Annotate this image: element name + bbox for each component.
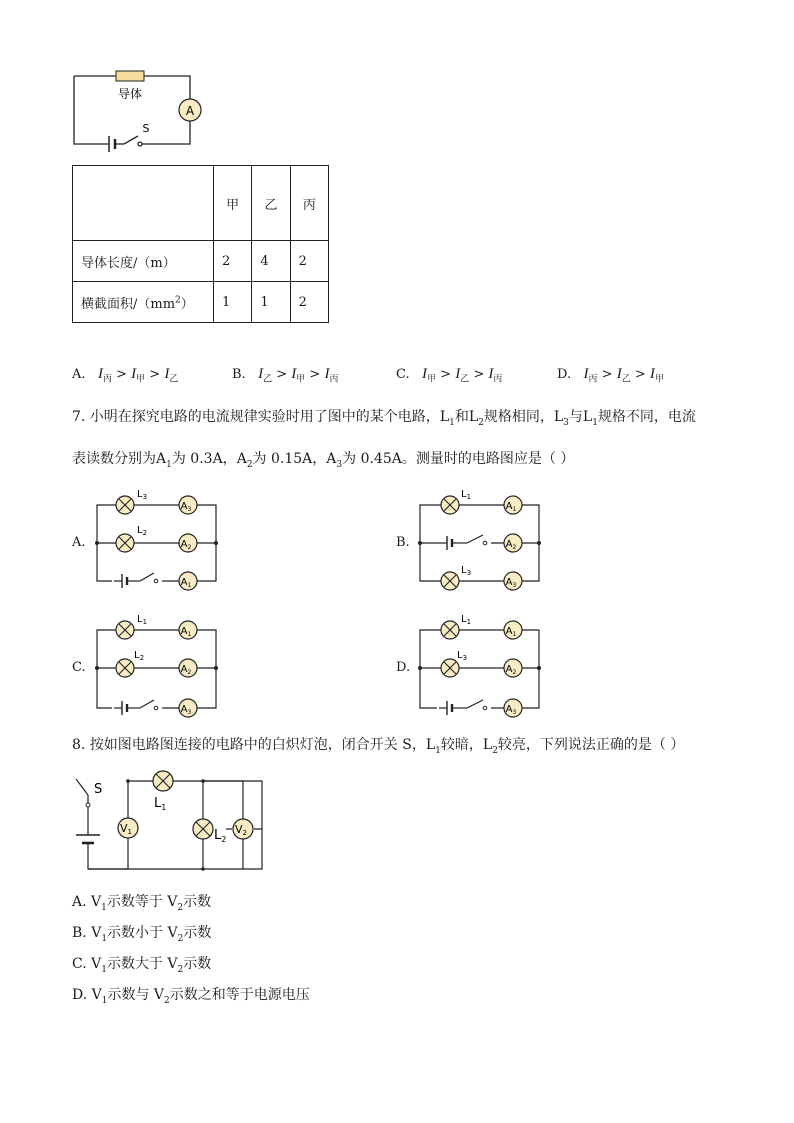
svg-text:A1: $A_1$	[505, 626, 517, 638]
conductor-label: 导体	[117, 87, 143, 101]
q6-option-b[interactable]: B. $I_乙 > I_甲 > I_丙$	[232, 366, 339, 385]
q6-option-d[interactable]: D. $I_丙 > I_乙 > I_甲$	[557, 366, 664, 385]
ammeter-icon	[504, 699, 522, 717]
q8-choice-a[interactable]: A. $V_1$示数等于 $V_2$示数	[72, 894, 212, 913]
q7-option-d[interactable]: D.	[396, 660, 411, 675]
switch-label: S	[94, 782, 103, 797]
q7-stem-line2: 表读数分别为$A_1$为 0.3A，$A_2$为 0.15A，$A_3$为 0.45A。测量时的电路图应是（ ）	[72, 451, 575, 470]
table-row	[73, 241, 329, 282]
lamp-icon	[116, 534, 134, 552]
svg-text:A2: $A_2$	[505, 539, 517, 551]
lamp-icon	[116, 659, 134, 677]
voltmeter-icon	[233, 819, 253, 839]
q7-circuit-d	[415, 610, 545, 725]
svg-text:L3: $L_3$	[461, 565, 472, 577]
svg-text:A1: $A_1$	[180, 626, 192, 638]
q8-stem: 8. 按如图电路图连接的电路中的白炽灯泡，闭合开关 S，$L_1$较暗，$L_2$较亮，下列说法正确的是（ ）	[72, 737, 685, 756]
svg-text:A1: $A_1$	[505, 501, 517, 513]
table-header-cell: 乙	[252, 166, 290, 241]
table-cell: 4	[252, 241, 290, 282]
ammeter-icon	[504, 496, 522, 514]
conductor-resistor	[116, 71, 144, 81]
svg-text:V1: V1	[120, 822, 132, 836]
q8-choice-d[interactable]: D. $V_1$示数与 $V_2$示数之和等于电源电压	[72, 987, 310, 1006]
ammeter-icon	[179, 659, 197, 677]
lamp-icon	[441, 572, 459, 590]
lamp-icon	[193, 819, 213, 839]
q6-option-a[interactable]: A. $I_丙 > I_甲 > I_乙$	[72, 366, 179, 385]
svg-text:A3: $A_3$	[505, 704, 517, 716]
svg-text:A2: $A_2$	[180, 664, 192, 676]
lamp-icon	[153, 771, 173, 791]
table-cell: 1	[214, 282, 252, 323]
svg-text:L2: $L_2$	[137, 525, 148, 537]
svg-text:V2: V2	[235, 823, 247, 837]
table-cell: 1	[252, 282, 290, 323]
q7-option-b[interactable]: B.	[396, 535, 410, 550]
q8-choice-b[interactable]: B. $V_1$示数小于 $V_2$示数	[72, 925, 212, 944]
q8-circuit-figure	[66, 765, 276, 877]
ammeter-icon	[179, 534, 197, 552]
svg-text:L2: $L_2$	[134, 650, 145, 662]
ammeter-icon	[504, 659, 522, 677]
ammeter-icon	[179, 699, 197, 717]
table-header-row	[73, 166, 329, 241]
table-cell: 2	[214, 241, 252, 282]
table-header-cell: 丙	[290, 166, 328, 241]
svg-text:A3: $A_3$	[180, 704, 192, 716]
svg-text:L3: $L_3$	[457, 650, 468, 662]
lamp-icon	[441, 659, 459, 677]
conductor-circuit-figure	[64, 64, 204, 159]
q6-option-c[interactable]: C. $I_甲 > I_乙 > I_丙$	[396, 366, 503, 385]
ammeter-icon	[504, 572, 522, 590]
lamp-icon	[116, 621, 134, 639]
ammeter-icon	[504, 621, 522, 639]
table-row-label: 横截面积$/(mm^2)$	[73, 282, 214, 323]
svg-text:A2: $A_2$	[180, 539, 192, 551]
q7-circuit-a	[92, 485, 222, 600]
table-row	[73, 282, 329, 323]
table-header-cell	[73, 166, 214, 241]
lamp-icon	[116, 496, 134, 514]
q7-circuit-c	[92, 610, 222, 725]
svg-text:L1: $L_1$	[137, 614, 148, 626]
ammeter-label: A	[185, 104, 195, 118]
svg-text:L2: $L_2$	[214, 828, 227, 844]
q7-option-c[interactable]: C.	[72, 660, 86, 675]
svg-text:L1: $L_1$	[154, 796, 167, 812]
table-row-label: 导体长度/（m）	[73, 241, 214, 282]
svg-text:L1: $L_1$	[461, 489, 472, 501]
svg-text:L1: $L_1$	[461, 614, 472, 626]
table-cell: 2	[290, 241, 328, 282]
lamp-icon	[441, 496, 459, 514]
lamp-icon	[441, 621, 459, 639]
table-cell: 2	[290, 282, 328, 323]
ammeter-icon	[179, 621, 197, 639]
svg-text:A3: $A_3$	[180, 501, 192, 513]
q7-circuit-b	[415, 485, 545, 600]
svg-text:A3: $A_3$	[505, 577, 517, 589]
q7-stem-line1: 7. 小明在探究电路的电流规律实验时用了图中的某个电路，$L_1$和$L_2$规格相同，$L_3$与$L_1$规格不同，电流	[72, 409, 696, 428]
table-header-cell: 甲	[214, 166, 252, 241]
switch-label: S	[142, 122, 150, 135]
ammeter-icon	[179, 572, 197, 590]
conductor-data-table	[72, 165, 329, 323]
svg-text:A2: $A_2$	[505, 664, 517, 676]
ammeter-icon	[179, 496, 197, 514]
svg-text:L3: $L_3$	[137, 489, 148, 501]
q7-option-a[interactable]: A.	[72, 535, 86, 550]
svg-text:A1: $A_1$	[180, 577, 192, 589]
voltmeter-icon	[118, 818, 138, 838]
q8-choice-c[interactable]: C. $V_1$示数大于 $V_2$示数	[72, 956, 212, 975]
ammeter-icon	[504, 534, 522, 552]
